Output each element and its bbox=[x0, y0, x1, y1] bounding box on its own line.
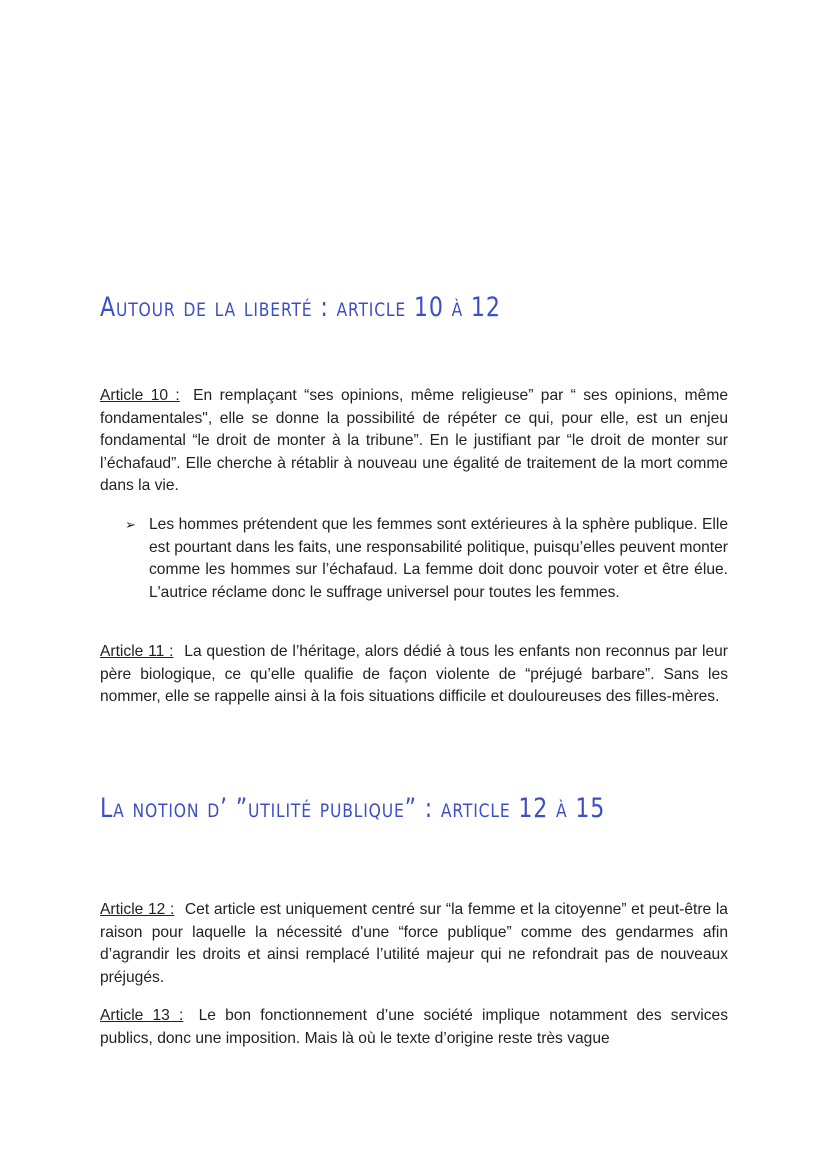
section-heading-liberte: Autour de la liberté : article 10 à 12 bbox=[100, 292, 501, 323]
article-13-paragraph bbox=[100, 1005, 728, 1050]
article-11-label: Article 11 : bbox=[100, 643, 174, 660]
article-10-text: En remplaçant “ses opinions, même religieuse” par “ ses opinions, même fondamentales", elle se donne la possibilité de répéter ce qui, pour elle, est un enjeu fondamental “le droit de monter à la tribune”. En le justifiant par “le droit de monter sur l’échafaud”. Elle cherche à rétablir à nouveau une égalité de traitement de la mort comme dans la vie. bbox=[100, 387, 729, 495]
article-11-text: La question de l’héritage, alors dédié à tous les enfants non reconnus par leur père biologique, ce qu’elle qualifie de façon violente de “préjugé barbare”. Sans les nommer, elle se rappelle ainsi à la fois situations difficile et douloureuses des filles-mères. bbox=[100, 643, 728, 706]
article-13-label: Article 13 : bbox=[100, 1007, 184, 1024]
article-11-paragraph bbox=[100, 641, 728, 709]
article-12-text: Cet article est uniquement centré sur “la femme et la citoyenne” et peut-être la raison pour laquelle la nécessité d'une “force publique” comme des gendarmes afin d’agrandir les droits et ainsi remplacé l’utilité majeur qui ne refondrait pas de nouveaux préjugés. bbox=[100, 901, 728, 986]
article-12-paragraph bbox=[100, 899, 728, 989]
article-10-paragraph bbox=[100, 385, 728, 498]
article-13-text: Le bon fonctionnement d’une société implique notamment des services publics, donc une imposition. Mais là où le texte d’origine reste très vague bbox=[100, 1007, 728, 1047]
bullet-item bbox=[125, 514, 728, 604]
section-heading-utilite-publique: La notion d’ ”utilité publique” : article 12 à 15 bbox=[100, 793, 606, 824]
article-10-label: Article 10 : bbox=[100, 387, 180, 404]
article-12-label: Article 12 : bbox=[100, 901, 175, 918]
bullet-text: Les hommes prétendent que les femmes sont extérieures à la sphère publique. Elle est pourtant dans les faits, une responsabilité politique, puisqu’elles peuvent monter comme les hommes sur l’échafaud. La femme doit donc pouvoir voter et être élue. L'autrice réclame donc le suffrage universel pour toutes les femmes. bbox=[149, 516, 728, 601]
arrowhead-bullet-icon: ➢ bbox=[125, 517, 136, 532]
